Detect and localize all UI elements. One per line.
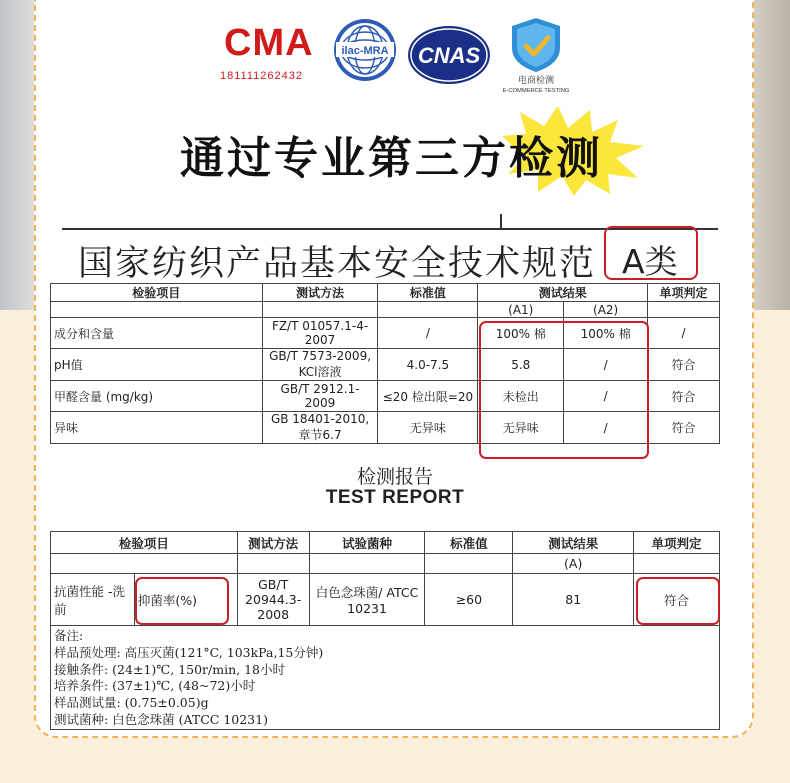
col-header-standard: 标准值 bbox=[425, 532, 513, 554]
note-line: 培养条件: (37±1)℃, (48~72)小时 bbox=[54, 678, 256, 694]
row-standard: ≥60 bbox=[425, 574, 513, 626]
cma-logo-text: CMA bbox=[224, 22, 314, 64]
row-result-a2: 100% 棉 bbox=[564, 318, 648, 349]
class-a-label: A类 bbox=[622, 242, 678, 281]
standard-title: 国家纺织产品基本安全技术规范 bbox=[78, 244, 597, 284]
row-result-a2: / bbox=[564, 381, 648, 412]
row-result-a1: 5.8 bbox=[478, 349, 564, 381]
note-line: 测试菌种: 白色念珠菌 (ATCC 10231) bbox=[54, 711, 268, 727]
cma-logo bbox=[216, 20, 320, 90]
col-header-verdict: 单项判定 bbox=[634, 532, 720, 554]
row-standard: ≤20 检出限=20 bbox=[378, 381, 478, 412]
row-result-a1: 100% 棉 bbox=[478, 318, 564, 349]
col-header-method: 测试方法 bbox=[262, 284, 378, 302]
ecommerce-cn-text: 电商检测 bbox=[517, 76, 555, 86]
subheader-a2: (A2) bbox=[564, 302, 648, 318]
row-item: pH值 bbox=[51, 349, 263, 381]
row-item: 甲醛含量 (mg/kg) bbox=[51, 381, 263, 412]
row-result-a2: / bbox=[564, 412, 648, 444]
ilac-mra-logo bbox=[332, 16, 398, 88]
row-strain: 白色念珠菌/ ATCC 10231 bbox=[309, 574, 425, 626]
col-header-standard: 标准值 bbox=[378, 284, 478, 302]
headline-area bbox=[0, 112, 790, 192]
standard-divider-tick bbox=[500, 214, 502, 230]
row-standard: 无异味 bbox=[378, 412, 478, 444]
row-verdict: 符合 bbox=[648, 349, 720, 381]
note-line: 备注: bbox=[54, 628, 84, 643]
cma-number: 181111262432 bbox=[220, 70, 303, 82]
row-item: 成分和含量 bbox=[51, 318, 263, 349]
cnas-logo bbox=[406, 24, 492, 86]
ecommerce-en-text: E-COMMERCE TESTING bbox=[502, 88, 570, 94]
row-method: GB/T 2912.1-2009 bbox=[262, 381, 378, 412]
col-header-item: 检验项目 bbox=[51, 532, 238, 554]
note-line: 接触条件: (24±1)℃, 150r/min, 18小时 bbox=[54, 661, 286, 677]
notes-section bbox=[54, 628, 323, 729]
row-verdict: / bbox=[648, 318, 720, 349]
row-result-a1: 无异味 bbox=[478, 412, 564, 444]
row-method: FZ/T 01057.1-4-2007 bbox=[262, 318, 378, 349]
note-line: 样品预处理: 高压灭菌(121°C, 103kPa,15分钟) bbox=[54, 644, 324, 660]
row-verdict: 符合 bbox=[648, 412, 720, 444]
row-sub-item: 抑菌率(%) bbox=[134, 574, 237, 626]
row-verdict: 符合 bbox=[634, 574, 720, 626]
inhibition-rate-highlight bbox=[135, 577, 229, 625]
row-result-a1: 未检出 bbox=[478, 381, 564, 412]
col-header-verdict: 单项判定 bbox=[648, 284, 720, 302]
row-result-a2: / bbox=[564, 349, 648, 381]
col-header-method: 测试方法 bbox=[237, 532, 309, 554]
verdict-highlight bbox=[636, 577, 720, 625]
cnas-logo-text: CNAS bbox=[417, 43, 481, 68]
headline-title: 通过专业第三方检测 bbox=[180, 133, 603, 184]
certification-logos bbox=[210, 14, 600, 94]
subheader-a1: (A1) bbox=[478, 302, 564, 318]
ecommerce-testing-logo bbox=[498, 14, 574, 94]
results-highlight bbox=[479, 321, 649, 459]
row-method: GB 18401-2010, 章节6.7 bbox=[262, 412, 378, 444]
col-header-result: 测试结果 bbox=[513, 532, 634, 554]
report-title-en: TEST REPORT bbox=[325, 487, 465, 508]
row-item: 抗菌性能 -洗前 bbox=[51, 574, 135, 626]
row-method: GB/T 20944.3-2008 bbox=[237, 574, 309, 626]
ilac-logo-text: ilac-MRA bbox=[341, 45, 389, 57]
row-standard: 4.0-7.5 bbox=[378, 349, 478, 381]
row-verdict: 符合 bbox=[648, 381, 720, 412]
row-result: 81 bbox=[513, 574, 634, 626]
col-header-result: 测试结果 bbox=[478, 284, 648, 302]
report-title-cn: 检测报告 bbox=[356, 466, 433, 488]
col-header-strain: 试验菌种 bbox=[309, 532, 425, 554]
row-item: 异味 bbox=[51, 412, 263, 444]
subheader-a: (A) bbox=[513, 554, 634, 574]
row-method: GB/T 7573-2009, KCl溶液 bbox=[262, 349, 378, 381]
row-standard: / bbox=[378, 318, 478, 349]
note-line: 样品测试量: (0.75±0.05)g bbox=[54, 695, 209, 711]
col-header-item: 检验项目 bbox=[51, 284, 263, 302]
